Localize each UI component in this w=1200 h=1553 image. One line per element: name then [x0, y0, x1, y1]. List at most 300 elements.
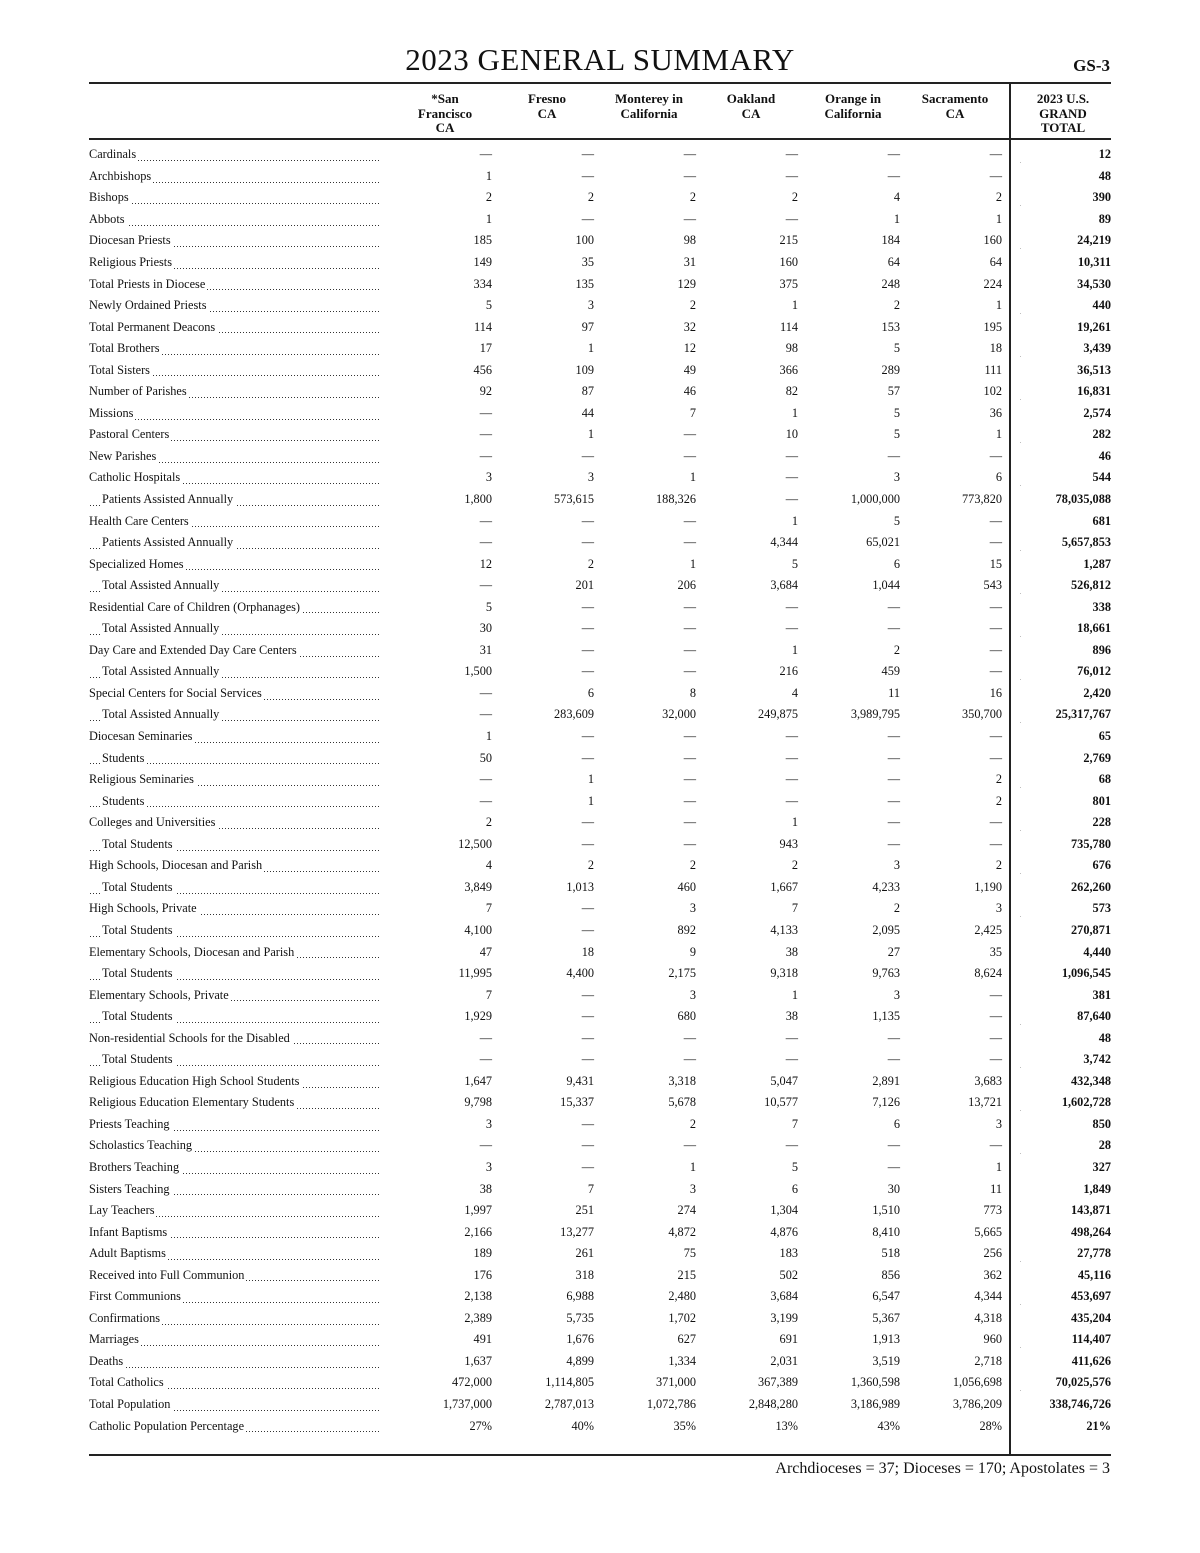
value-cell [705, 144, 798, 166]
cell-value: 5 [485, 298, 492, 313]
spacer [594, 1329, 603, 1351]
cell-value: 6 [995, 470, 1002, 485]
spacer [798, 252, 807, 274]
row-label: Infant Baptisms [89, 1224, 168, 1239]
spacer [594, 575, 603, 597]
total-cell [1019, 1372, 1111, 1394]
spacer [900, 1200, 909, 1222]
value-cell [807, 661, 900, 683]
total-cell [1019, 1308, 1111, 1330]
value-cell [909, 1006, 1002, 1028]
value-cell [399, 230, 492, 252]
spacer [696, 489, 705, 511]
spacer [900, 1415, 909, 1437]
row-label: Missions [89, 405, 134, 420]
spacer [900, 1092, 909, 1114]
spacer [696, 1006, 705, 1028]
spacer [379, 532, 399, 554]
cell-value: — [581, 642, 594, 657]
value-cell [909, 1372, 1002, 1394]
total-cell [1019, 1351, 1111, 1373]
table-row [89, 252, 1111, 274]
value-cell [909, 661, 1002, 683]
row-label: Archbishops [89, 168, 152, 183]
value-cell [399, 489, 492, 511]
spacer [798, 790, 807, 812]
spacer [594, 963, 603, 985]
total-value: 801 [1092, 793, 1111, 808]
total-value: 440 [1092, 298, 1111, 313]
spacer [379, 1372, 399, 1394]
cell-value: 3 [689, 1181, 696, 1196]
cell-value: — [785, 470, 798, 485]
cell-value: — [887, 168, 900, 183]
spacer [594, 403, 603, 425]
cell-value: — [683, 642, 696, 657]
spacer [900, 984, 909, 1006]
value-cell [807, 381, 900, 403]
spacer [594, 941, 603, 963]
value-cell [603, 920, 696, 942]
cell-value: — [683, 535, 696, 550]
spacer [900, 1394, 909, 1416]
value-cell [705, 1351, 798, 1373]
value-cell [501, 187, 594, 209]
spacer [900, 359, 909, 381]
value-cell [501, 877, 594, 899]
value-cell [807, 510, 900, 532]
value-cell [399, 381, 492, 403]
cell-value: 40% [571, 1418, 594, 1433]
spacer [900, 1221, 909, 1243]
table-row [89, 1200, 1111, 1222]
total-value: 453,697 [1071, 1289, 1111, 1304]
cell-value: — [581, 664, 594, 679]
cell-value: 135 [575, 276, 594, 291]
value-cell [909, 963, 1002, 985]
spacer [1002, 834, 1019, 856]
spacer [1002, 446, 1019, 468]
row-label-cell [89, 640, 379, 662]
cell-value: — [581, 168, 594, 183]
value-cell [705, 1157, 798, 1179]
value-cell [705, 467, 798, 489]
spacer [798, 618, 807, 640]
cell-value: 4,100 [464, 922, 492, 937]
value-cell [501, 941, 594, 963]
cell-value: 1,056,698 [952, 1375, 1002, 1390]
cell-value: 7 [689, 405, 696, 420]
total-value: 27,778 [1077, 1246, 1111, 1261]
cell-value: 350,700 [962, 707, 1002, 722]
value-cell [603, 1351, 696, 1373]
value-cell [501, 963, 594, 985]
table-row [89, 1372, 1111, 1394]
spacer [696, 424, 705, 446]
spacer [798, 1200, 807, 1222]
spacer [798, 1221, 807, 1243]
spacer [594, 683, 603, 705]
spacer [492, 1178, 501, 1200]
spacer [900, 704, 909, 726]
cell-value: 4,344 [770, 535, 798, 550]
cell-value: — [479, 793, 492, 808]
spacer [798, 941, 807, 963]
value-cell [501, 338, 594, 360]
spacer [1002, 640, 1019, 662]
cell-value: 3,684 [770, 1289, 798, 1304]
cell-value: — [989, 987, 1002, 1002]
value-cell [501, 1006, 594, 1028]
cell-value: — [683, 1030, 696, 1045]
spacer [696, 1178, 705, 1200]
value-cell [399, 295, 492, 317]
spacer [900, 403, 909, 425]
value-cell [807, 467, 900, 489]
value-cell [501, 704, 594, 726]
spacer [379, 338, 399, 360]
cell-value: — [989, 147, 1002, 162]
value-cell [705, 1092, 798, 1114]
value-cell [603, 1200, 696, 1222]
table-row [89, 489, 1111, 511]
value-cell [603, 467, 696, 489]
value-cell [807, 575, 900, 597]
cell-value: — [479, 147, 492, 162]
total-value: 143,871 [1071, 1203, 1111, 1218]
row-label: New Parishes [89, 448, 157, 463]
row-label: Diocesan Seminaries [89, 729, 193, 744]
value-cell [705, 187, 798, 209]
total-header-line: TOTAL [1040, 120, 1086, 135]
value-cell [909, 338, 1002, 360]
value-cell [909, 1243, 1002, 1265]
spacer [696, 295, 705, 317]
cell-value: 98 [785, 341, 798, 356]
row-label-cell [89, 1221, 379, 1243]
total-cell [1019, 1157, 1111, 1179]
cell-value: 5,367 [872, 1310, 900, 1325]
row-label: Elementary Schools, Diocesan and Parish [89, 944, 295, 959]
spacer [492, 1071, 501, 1093]
spacer [696, 877, 705, 899]
row-label: Adult Baptisms [89, 1246, 166, 1261]
spacer [594, 726, 603, 748]
total-cell [1019, 252, 1111, 274]
cell-value: 6,988 [566, 1289, 594, 1304]
total-cell [1019, 273, 1111, 295]
spacer [379, 704, 399, 726]
value-cell [705, 1071, 798, 1093]
total-value: 676 [1092, 858, 1111, 873]
cell-value: — [989, 642, 1002, 657]
row-label-cell [89, 596, 379, 618]
spacer [696, 1243, 705, 1265]
total-value: 3,439 [1083, 341, 1111, 356]
value-cell [705, 359, 798, 381]
cell-value: 691 [779, 1332, 798, 1347]
cell-value: 1 [587, 793, 594, 808]
cell-value: 375 [779, 276, 798, 291]
spacer [696, 1308, 705, 1330]
value-cell [807, 984, 900, 1006]
table-row [89, 683, 1111, 705]
spacer [798, 166, 807, 188]
table-row [89, 316, 1111, 338]
spacer [696, 855, 705, 877]
cell-value: 43% [877, 1418, 900, 1433]
spacer [1002, 984, 1019, 1006]
spacer [900, 661, 909, 683]
row-label-cell [89, 467, 379, 489]
cell-value: — [887, 1138, 900, 1153]
spacer [696, 790, 705, 812]
cell-value: 256 [983, 1246, 1002, 1261]
spacer [798, 1092, 807, 1114]
spacer [594, 812, 603, 834]
spacer [1002, 1243, 1019, 1265]
total-value: 338,746,726 [1049, 1396, 1111, 1411]
value-cell [399, 747, 492, 769]
spacer [492, 618, 501, 640]
value-cell [705, 1006, 798, 1028]
value-cell [399, 726, 492, 748]
spacer [696, 359, 705, 381]
total-cell [1019, 338, 1111, 360]
cell-value: 1,637 [464, 1353, 492, 1368]
total-cell [1019, 747, 1111, 769]
cell-value: 8 [689, 685, 696, 700]
row-label: Religious Priests [89, 255, 173, 269]
top-rule [89, 82, 1111, 84]
spacer [696, 834, 705, 856]
cell-value: 3 [485, 1116, 492, 1131]
total-cell [1019, 424, 1111, 446]
cell-value: 18 [581, 944, 594, 959]
spacer [1002, 1372, 1019, 1394]
cell-value: 13% [775, 1418, 798, 1433]
spacer [798, 1351, 807, 1373]
cell-value: — [887, 836, 900, 851]
cell-value: 1,913 [872, 1332, 900, 1347]
value-cell [909, 1264, 1002, 1286]
row-label: Bishops [89, 190, 129, 205]
spacer [900, 726, 909, 748]
spacer [696, 1027, 705, 1049]
value-cell [909, 1200, 1002, 1222]
spacer [696, 769, 705, 791]
spacer [379, 1264, 399, 1286]
spacer [379, 683, 399, 705]
value-cell [501, 1351, 594, 1373]
spacer [696, 963, 705, 985]
value-cell [501, 381, 594, 403]
value-cell [603, 790, 696, 812]
value-cell [501, 467, 594, 489]
spacer [379, 424, 399, 446]
value-cell [603, 640, 696, 662]
cell-value: 627 [677, 1332, 696, 1347]
value-cell [501, 1264, 594, 1286]
cell-value: — [581, 987, 594, 1002]
cell-value: 215 [779, 233, 798, 248]
total-cell [1019, 834, 1111, 856]
total-value: 338 [1092, 599, 1111, 614]
spacer [379, 769, 399, 791]
spacer [798, 1178, 807, 1200]
value-cell [501, 898, 594, 920]
cell-value: — [581, 922, 594, 937]
value-cell [807, 941, 900, 963]
spacer [900, 316, 909, 338]
spacer [379, 661, 399, 683]
cell-value: 5 [893, 427, 900, 442]
cell-value: 11 [990, 1181, 1002, 1196]
value-cell [705, 596, 798, 618]
value-cell [807, 790, 900, 812]
cell-value: 1,997 [464, 1203, 492, 1218]
row-label-cell [89, 273, 379, 295]
value-cell [909, 424, 1002, 446]
spacer [696, 618, 705, 640]
value-cell [909, 1157, 1002, 1179]
spacer [900, 532, 909, 554]
header-rule [89, 138, 1111, 140]
value-cell [399, 618, 492, 640]
value-cell [705, 855, 798, 877]
value-cell [807, 898, 900, 920]
total-cell [1019, 510, 1111, 532]
value-cell [909, 295, 1002, 317]
table-row [89, 1415, 1111, 1437]
cell-value: 2,425 [974, 922, 1002, 937]
spacer [900, 1049, 909, 1071]
table-row [89, 295, 1111, 317]
cell-value: 184 [881, 233, 900, 248]
value-cell [603, 963, 696, 985]
cell-value: 680 [677, 1009, 696, 1024]
cell-value: — [581, 1052, 594, 1067]
cell-value: 188,326 [656, 492, 696, 507]
cell-value: 2 [995, 858, 1002, 873]
row-label: Marriages [89, 1332, 139, 1347]
value-cell [909, 726, 1002, 748]
total-cell [1019, 1243, 1111, 1265]
cell-value: — [887, 1159, 900, 1174]
cell-value: 9,763 [872, 966, 900, 981]
cell-value: 30 [479, 621, 492, 636]
total-cell [1019, 596, 1111, 618]
spacer [798, 381, 807, 403]
cell-value: — [683, 1138, 696, 1153]
cell-value: — [989, 1052, 1002, 1067]
cell-value: 5,678 [668, 1095, 696, 1110]
cell-value: 111 [984, 362, 1002, 377]
spacer [798, 209, 807, 231]
value-cell [705, 640, 798, 662]
spacer [1002, 812, 1019, 834]
row-label: Total Assisted Annually [102, 621, 220, 636]
row-label: Diocesan Priests [89, 233, 171, 248]
value-cell [501, 510, 594, 532]
total-value: 1,096,545 [1061, 966, 1111, 981]
row-label-cell [89, 704, 379, 726]
total-value: 2,769 [1083, 750, 1111, 765]
cell-value: 9,431 [566, 1073, 594, 1088]
cell-value: — [887, 1052, 900, 1067]
value-cell [501, 316, 594, 338]
value-cell [909, 575, 1002, 597]
cell-value: 12,500 [458, 836, 492, 851]
table-row [89, 1114, 1111, 1136]
row-label: Total Students [102, 1009, 173, 1024]
value-cell [399, 187, 492, 209]
value-cell [501, 920, 594, 942]
value-cell [603, 704, 696, 726]
cell-value: 49 [683, 362, 696, 377]
cell-value: 3,684 [770, 578, 798, 593]
value-cell [399, 144, 492, 166]
spacer [798, 898, 807, 920]
value-cell [399, 1135, 492, 1157]
spacer [594, 338, 603, 360]
cell-value: 1 [689, 1159, 696, 1174]
row-label: Cardinals [89, 147, 137, 162]
row-label-cell [89, 1135, 379, 1157]
spacer [798, 661, 807, 683]
value-cell [807, 1221, 900, 1243]
row-label-cell [89, 575, 379, 597]
value-cell [399, 984, 492, 1006]
cell-value: 1,702 [668, 1310, 696, 1325]
row-label: Special Centers for Social Services [89, 685, 262, 700]
value-cell [501, 166, 594, 188]
value-cell [603, 1157, 696, 1179]
cell-value: 82 [785, 384, 798, 399]
cell-value: — [989, 729, 1002, 744]
cell-value: 4,318 [974, 1310, 1002, 1325]
spacer [594, 166, 603, 188]
spacer [594, 424, 603, 446]
row-label: Total Priests in Diocese [89, 276, 206, 291]
spacer [594, 1221, 603, 1243]
row-label: Confirmations [89, 1310, 161, 1325]
spacer [798, 575, 807, 597]
cell-value: 856 [881, 1267, 900, 1282]
value-cell [501, 1114, 594, 1136]
total-cell [1019, 1264, 1111, 1286]
row-label-cell [89, 1157, 379, 1179]
row-label: Number of Parishes [89, 384, 187, 399]
row-label-cell [89, 920, 379, 942]
total-cell [1019, 877, 1111, 899]
row-label-cell [89, 661, 379, 683]
value-cell [909, 1286, 1002, 1308]
spacer [798, 273, 807, 295]
cell-value: 3 [893, 470, 900, 485]
spacer [594, 1200, 603, 1222]
cell-value: 6 [893, 556, 900, 571]
value-cell [501, 209, 594, 231]
spacer [379, 1092, 399, 1114]
total-cell [1019, 230, 1111, 252]
value-cell [399, 1221, 492, 1243]
row-label-cell [89, 230, 379, 252]
row-label: Residential Care of Children (Orphanages) [89, 599, 301, 614]
table-row [89, 661, 1111, 683]
value-cell [807, 338, 900, 360]
value-cell [705, 1135, 798, 1157]
